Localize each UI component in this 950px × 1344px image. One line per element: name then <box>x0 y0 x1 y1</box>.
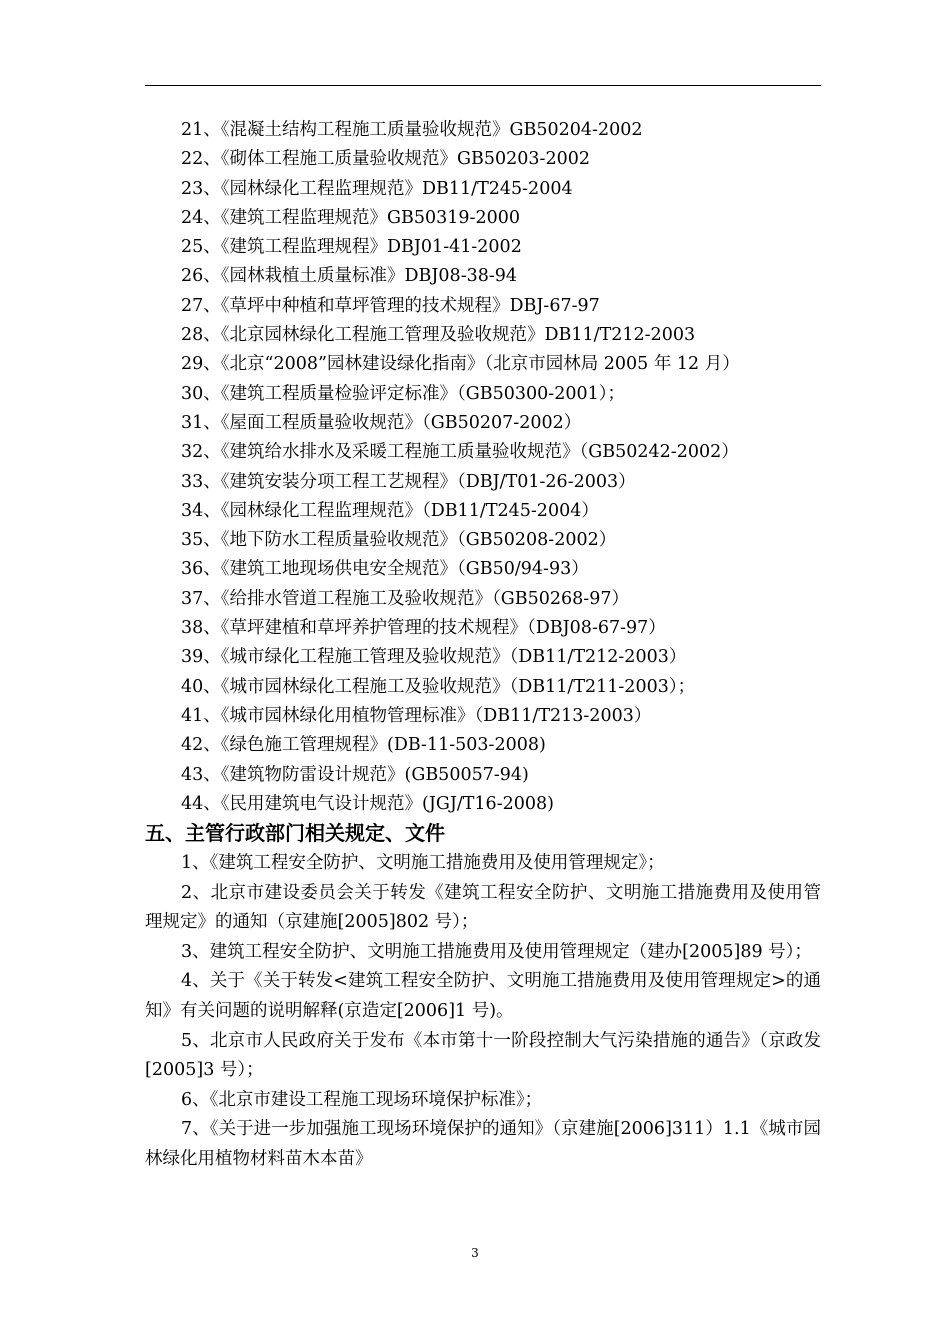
list-item: 36、《建筑工地现场供电安全规范》（GB50/94-93） <box>181 559 589 580</box>
list-item: 21、《混凝土结构工程施工质量验收规范》GB50204-2002 <box>181 120 643 140</box>
list-item: 24、《建筑工程监理规范》GB50319-2000 <box>181 207 520 228</box>
list-item: 29、《北京“2008”园林建设绿化指南》（北京市园林局 2005 年 12 月） <box>181 354 740 375</box>
standards-list <box>181 116 841 819</box>
list-item: 22、《砌体工程施工质量验收规范》GB50203-2002 <box>181 149 590 170</box>
list-item: 38、《草坪建植和草坪养护管理的技术规程》（DBJ08-67-97） <box>181 618 666 639</box>
paragraph: 5、北京市人民政府关于发布《本市第十一阶段控制大气污染措施的通告》（京政发[2005]3 号）； <box>145 1030 821 1081</box>
list-item: 25、《建筑工程监理规程》DBJ01-41-2002 <box>181 237 522 258</box>
list-item: 43、《建筑物防雷设计规范》(GB50057-94) <box>181 764 529 785</box>
header-rule <box>145 85 821 86</box>
paragraph: 2、北京市建设委员会关于转发《建筑工程安全防护、文明施工措施费用及使用管理规定》的通知（京建施[2005]802 号）； <box>145 882 821 933</box>
paragraph: 7、《关于进一步加强施工现场环境保护的通知》（京建施[2006]311）1.1《城市园林绿化用植物材料苗木本苗》 <box>145 1119 821 1169</box>
paragraph: 4、关于《关于转发<建筑工程安全防护、文明施工措施费用及使用管理规定>的通知》有关问题的说明解释(京造定[2006]1 号)。 <box>145 971 821 1021</box>
page-number: 3 <box>471 1246 479 1260</box>
list-item: 32、《建筑给水排水及采暖工程施工质量验收规范》（GB50242-2002） <box>181 442 739 463</box>
list-item: 31、《屋面工程质量验收规范》（GB50207-2002） <box>181 412 582 433</box>
list-item: 23、《园林绿化工程监理规范》DB11/T245-2004 <box>181 178 573 199</box>
list-item: 35、《地下防水工程质量验收规范》（GB50208-2002） <box>181 530 617 551</box>
paragraph: 3、建筑工程安全防护、文明施工措施费用及使用管理规定（建办[2005]89 号）； <box>181 941 812 962</box>
list-item: 44、《民用建筑电气设计规范》(JGJ/T16-2008) <box>181 793 554 814</box>
list-item: 30、《建筑工程质量检验评定标准》（GB50300-2001）； <box>181 383 625 404</box>
list-item: 37、《给排水管道工程施工及验收规范》（GB50268-97） <box>181 588 629 609</box>
list-item: 42、《绿色施工管理规程》(DB-11-503-2008) <box>181 735 546 756</box>
paragraph: 6、《北京市建设工程施工现场环境保护标准》； <box>181 1089 543 1110</box>
paragraph: 1、《建筑工程安全防护、文明施工措施费用及使用管理规定》； <box>181 853 665 873</box>
regulations-paragraphs <box>145 849 821 1175</box>
list-item: 40、《城市园林绿化工程施工及验收规范》（DB11/T211-2003）； <box>181 676 696 697</box>
list-item: 34、《园林绿化工程监理规范》（DB11/T245-2004） <box>181 500 599 521</box>
list-item: 41、《城市园林绿化用植物管理标准》（DB11/T213-2003） <box>181 705 652 726</box>
list-item: 26、《园林栽植土质量标准》DBJ08-38-94 <box>181 266 518 287</box>
list-item: 27、《草坪中种植和草坪管理的技术规程》DBJ-67-97 <box>181 295 600 316</box>
list-item: 39、《城市绿化工程施工管理及验收规范》（DB11/T212-2003） <box>181 647 687 668</box>
list-item: 28、《北京园林绿化工程施工管理及验收规范》DB11/T212-2003 <box>181 325 696 346</box>
section-heading: 五、主管行政部门相关规定、文件 <box>145 821 445 845</box>
list-item: 33、《建筑安装分项工程工艺规程》（DBJ/T01-26-2003） <box>181 471 636 492</box>
